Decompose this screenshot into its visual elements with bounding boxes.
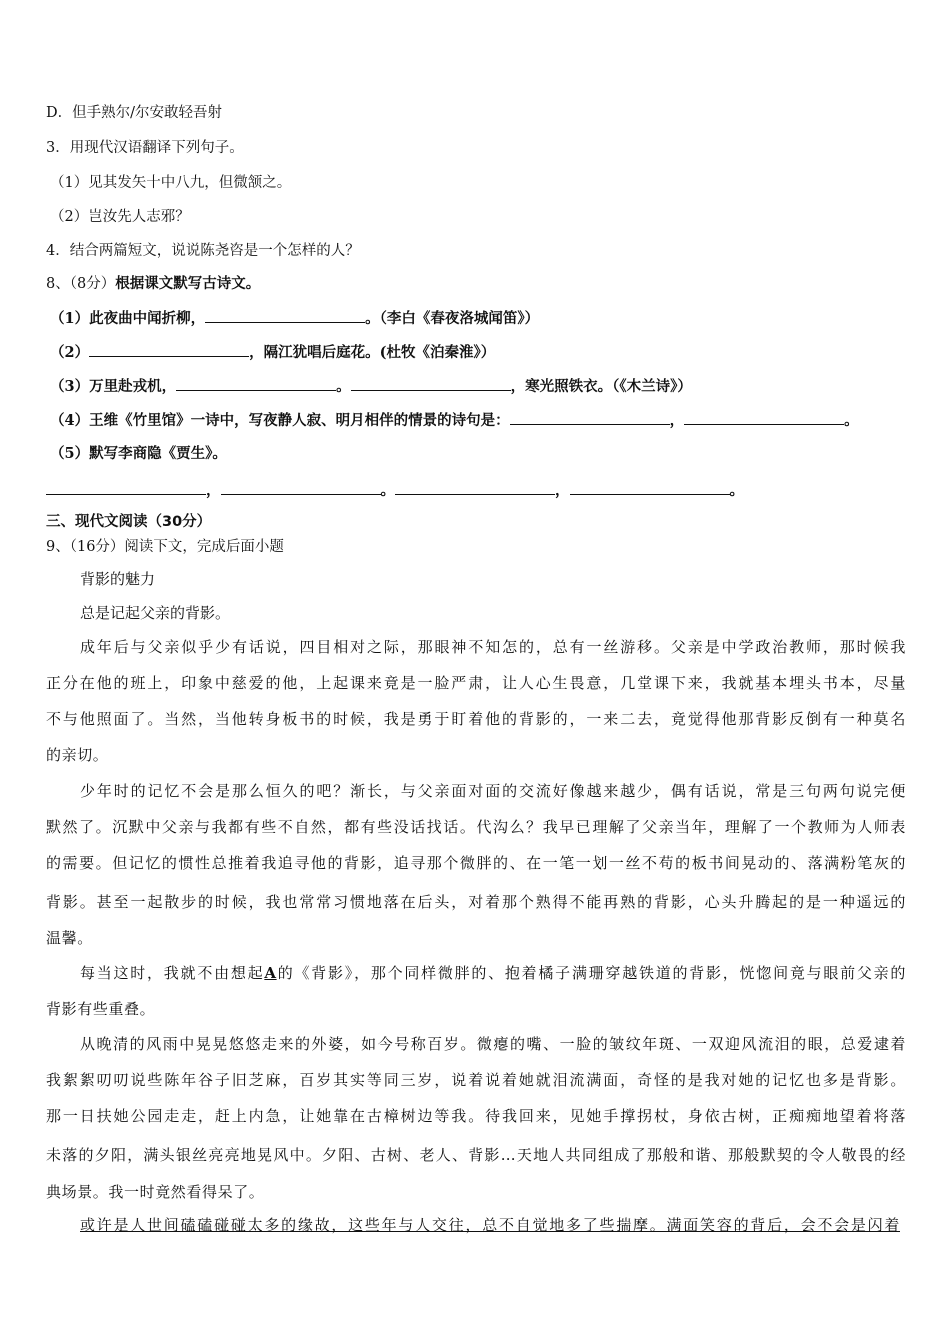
answer-blank[interactable] (570, 480, 730, 495)
question-3: 3．用现代汉语翻译下列句子。 (46, 140, 244, 156)
article-line: 背影。甚至一起散步的时候，我也常常习惯地落在后头，对着那个熟得不能再熟的背影，心头升腾起的是一种遥远的 (46, 893, 906, 911)
article-line: 从晚清的风雨中晃晃悠悠走来的外婆，如今号称百岁。微瘪的嘴、一脸的皱纹年斑、一双迎风流泪的眼，总爱逮着 (80, 1035, 906, 1053)
answer-blank[interactable] (176, 376, 336, 391)
article-line: 我絮絮叨叨说些陈年谷子旧芝麻，百岁其实等同三岁，说着说着她就泪流满面，奇怪的是我对她的记忆也多是背影。 (46, 1071, 906, 1089)
question-3-2: （2）岂汝先人志邪？ (50, 209, 190, 225)
answer-blank[interactable] (46, 480, 206, 495)
poem-item-1: （1）此夜曲中闻折柳， 。（李白《春夜洛城闻笛》） (50, 310, 540, 327)
article-line-underlined: 或许是人世间磕磕碰碰太多的缘故，这些年与人交往，总不自觉地多了些揣摩。满面笑容的背后，会不会是闪着 (80, 1216, 900, 1234)
article-line: 未落的夕阳，满头银丝亮亮地晃风中。夕阳、古树、老人、背影…天地人共同组成了那般和谐、那般默契的令人敬畏的经 (46, 1146, 906, 1164)
question-8-number: 8、（8分） (46, 276, 116, 292)
answer-blank[interactable] (351, 376, 511, 391)
article-line: 总是记起父亲的背影。 (80, 604, 231, 622)
article-line: 正分在他的班上，印象中慈爱的他，上起课来竟是一脸严肃，让人心生畏意，几堂课下来，我就基本埋头书本，尽量 (46, 674, 906, 692)
answer-blank[interactable] (221, 480, 381, 495)
answer-blank[interactable] (205, 308, 365, 323)
article-line: 典场景。我一时竟然看得呆了。 (46, 1183, 265, 1201)
poem-item-3: （3）万里赴戎机， 。 ，寒光照铁衣。（《木兰诗》） (50, 378, 692, 395)
article-line: 不与他照面了。当然，当他转身板书的时候，我是勇于盯着他的背影的，一来二去，竟觉得他那背影反倒有一种莫名 (46, 710, 906, 728)
question-3-1: （1）见其发矢十中八九，但微颔之。 (50, 175, 292, 191)
question-4: 4．结合两篇短文，说说陈尧咨是一个怎样的人？ (46, 243, 360, 259)
question-8-header (46, 274, 260, 294)
option-d: D．但手熟尔/尔安敢轻吾射 (46, 105, 223, 121)
article-line: 少年时的记忆不会是那么恒久的吧？渐长，与父亲面对面的交流好像越来越少，偶有话说，常是三句两句说完便 (80, 782, 906, 800)
question-8-title: 根据课文默写古诗文。 (115, 275, 261, 292)
poem-item-5-blanks: ， 。 ， 。 (46, 480, 744, 501)
article-title: 背影的魅力 (80, 570, 156, 588)
section-3-heading: 三、现代文阅读（30分） (46, 514, 212, 530)
poem-item-5: （5）默写李商隐《贾生》。 (50, 445, 227, 462)
question-9: 9、（16分）阅读下文，完成后面小题 (46, 539, 284, 555)
article-line: 默然了。沉默中父亲与我都有些不自然，都有些没话找话。代沟么？我早已理解了父亲当年，理解了一个教师为人师表 (46, 818, 906, 836)
poem-item-4: （4）王维《竹里馆》一诗中，写夜静人寂、明月相伴的情景的诗句是： ， 。 (50, 412, 859, 429)
article-line: 那一日扶她公园走走，赶上内急，让她靠在古樟树边等我。待我回来，见她手撑拐杖，身依古树，正痴痴地望着将落 (46, 1107, 906, 1125)
article-line: 每当这时，我就不由想起A的《背影》，那个同样微胖的、抱着橘子满珊穿越铁道的背影，恍惚间竟与眼前父亲的 (80, 964, 906, 982)
article-line: 背影有些重叠。 (46, 1000, 156, 1018)
answer-blank[interactable] (395, 480, 555, 495)
answer-blank[interactable] (684, 410, 844, 425)
poem-item-2: （2） ，隔江犹唱后庭花。(杜牧《泊秦淮》） (50, 344, 496, 361)
blank-marker-a: A (264, 964, 277, 982)
article-line: 成年后与父亲似乎少有话说，四目相对之际，那眼神不知怎的，总有一丝游移。父亲是中学政治教师，那时候我 (80, 638, 906, 656)
answer-blank[interactable] (89, 342, 249, 357)
article-line: 的需要。但记忆的惯性总推着我追寻他的背影，追寻那个微胖的、在一笔一划一丝不苟的板书间晃动的、落满粉笔灰的 (46, 854, 906, 872)
article-line: 温馨。 (46, 929, 93, 947)
answer-blank[interactable] (510, 410, 670, 425)
article-line: 的亲切。 (46, 746, 109, 764)
